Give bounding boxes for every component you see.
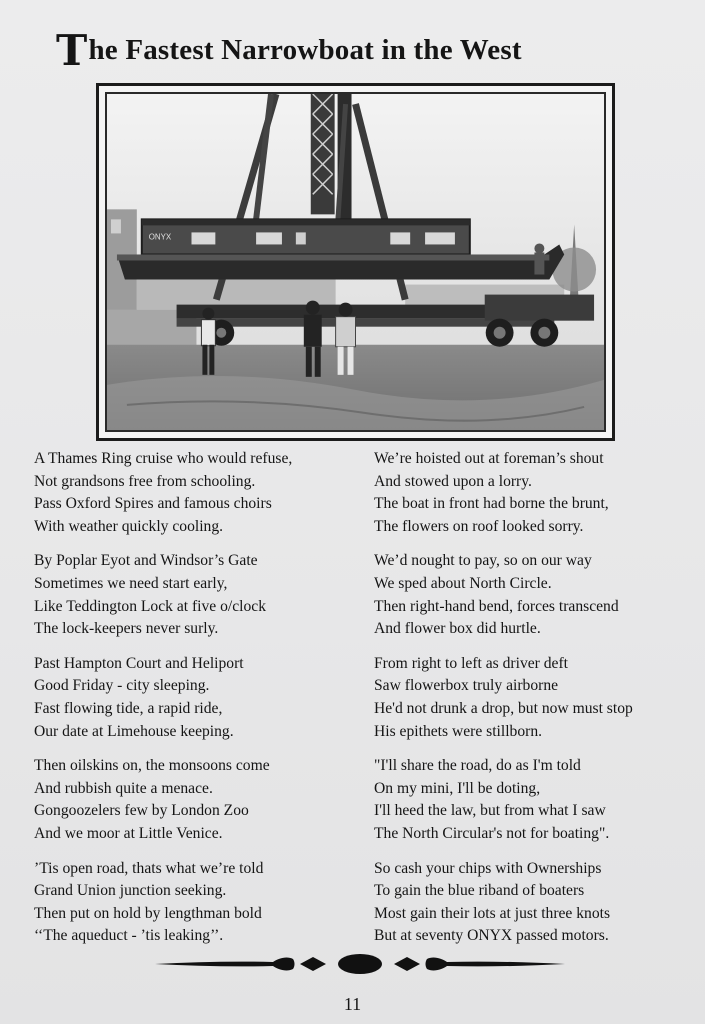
verse-line: Not grandsons free from schooling. (34, 472, 256, 490)
verse-line: Saw flowerbox truly airborne (374, 677, 559, 695)
verse-line: Then put on hold by lengthman bold (34, 904, 262, 922)
verse-line: We sped about North Circle. (374, 574, 552, 592)
photo-illustration (107, 94, 604, 430)
decorative-divider (155, 950, 565, 978)
stanza (34, 858, 364, 948)
verse-line: Like Teddington Lock at five o/clock (34, 597, 267, 615)
verse-line: We’d nought to pay, so on our way (374, 552, 592, 570)
verse-line: So cash your chips with Ownerships (374, 859, 602, 877)
verse-line: From right to left as driver deft (374, 654, 569, 672)
verse-line: Good Friday - city sleeping. (34, 677, 210, 695)
verse-line: Our date at Limehouse keeping. (34, 722, 234, 740)
stanza (374, 653, 704, 743)
verse-line: To gain the blue riband of boaters (374, 882, 585, 900)
verse-line: The flowers on roof looked sorry. (374, 517, 584, 535)
verse-line: And we moor at Little Venice. (34, 824, 223, 842)
poem-column-right (374, 448, 704, 960)
verse-line: "I'll share the road, do as I'm told (374, 757, 581, 775)
stanza (374, 858, 704, 948)
verse-line: A Thames Ring cruise who would refuse, (34, 450, 293, 467)
verse-line: And flower box did hurtle. (374, 620, 541, 638)
verse-line: Past Hampton Court and Heliport (34, 654, 244, 672)
verse-line: Grand Union junction seeking. (34, 882, 227, 900)
verse-line: We’re hoisted out at foreman’s shout (374, 450, 604, 467)
verse-line: With weather quickly cooling. (34, 517, 224, 535)
verse-line: His epithets were stillborn. (374, 722, 543, 740)
photo-frame (96, 83, 615, 441)
verse-line: Then right-hand bend, forces transcend (374, 597, 619, 615)
narrowboat-crane-photo (105, 92, 606, 432)
stanza (374, 755, 704, 845)
title-drop-cap: T (56, 26, 88, 75)
verse-line: And stowed upon a lorry. (374, 472, 532, 490)
boat-name-label: ONYX (148, 232, 172, 242)
verse-line: And rubbish quite a menace. (34, 779, 213, 797)
stanza (34, 755, 364, 845)
verse-line: He'd not drunk a drop, but now must stop (374, 699, 633, 717)
verse-line: Fast flowing tide, a rapid ride, (34, 699, 223, 717)
stanza (34, 550, 364, 640)
verse-line: Most gain their lots at just three knots (374, 904, 611, 922)
stanza (34, 448, 364, 538)
verse-line: The boat in front had borne the brunt, (374, 495, 609, 513)
stanza (374, 550, 704, 640)
verse-line: I'll heed the law, but from what I saw (374, 802, 606, 820)
page-number: 11 (343, 994, 362, 1014)
verse-line: ‘‘The aqueduct - ’tis leaking’’. (34, 927, 224, 945)
verse-line: On my mini, I'll be doting, (374, 779, 541, 797)
page-title (56, 26, 676, 75)
verse-line: By Poplar Eyot and Windsor’s Gate (34, 552, 258, 570)
poem-column-left (34, 448, 364, 960)
title-text: he Fastest Narrowboat in the West (88, 34, 522, 66)
verse-line: The lock-keepers never surly. (34, 620, 219, 638)
verse-line: Pass Oxford Spires and famous choirs (34, 495, 272, 513)
stanza (34, 653, 364, 743)
verse-line: ’Tis open road, thats what we’re told (34, 859, 264, 877)
verse-line: The North Circular's not for boating". (374, 824, 610, 842)
verse-line: Then oilskins on, the monsoons come (34, 757, 270, 775)
verse-line: Sometimes we need start early, (34, 574, 228, 592)
verse-line: But at seventy ONYX passed motors. (374, 927, 609, 945)
verse-line: Gongoozelers few by London Zoo (34, 802, 249, 820)
stanza (374, 448, 704, 538)
